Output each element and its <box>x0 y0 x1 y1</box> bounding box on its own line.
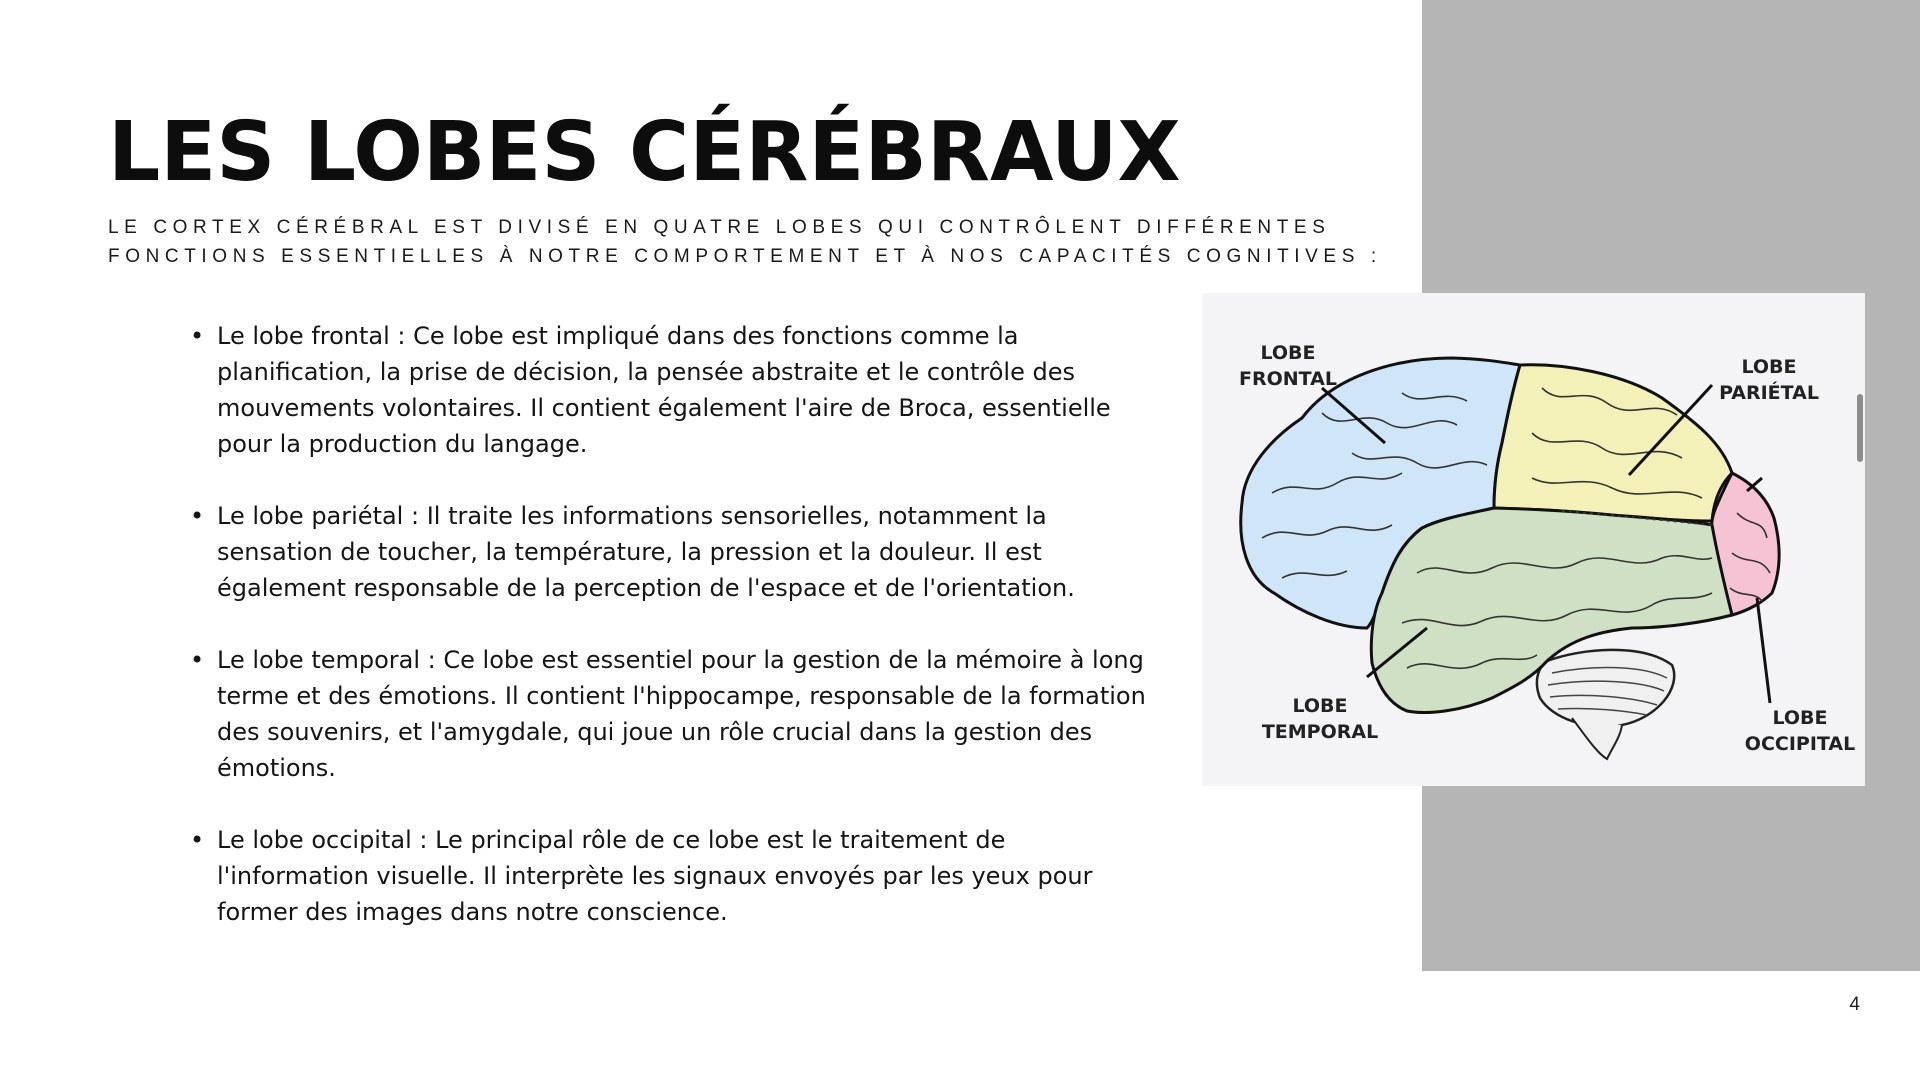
slide-subtitle <box>108 213 1408 271</box>
label-frontal-line2: FRONTAL <box>1239 368 1337 390</box>
brain-diagram-svg <box>1202 293 1865 786</box>
parietal-lobe-shape <box>1494 365 1732 521</box>
page-number: 4 <box>1849 994 1860 1015</box>
bullet-dot: • <box>190 646 205 674</box>
bullet-dot: • <box>190 322 205 350</box>
bullet-text: Le lobe pariétal : Il traite les informations sensorielles, notamment la sensation de toucher, la température, la pression et la douleur. Il est également responsable de la perception de l'espace et de l'orientation. <box>217 502 1075 602</box>
label-occipital-line1: LOBE <box>1772 707 1828 729</box>
slide-title: LES LOBES CÉRÉBRAUX <box>108 105 1181 200</box>
bullet-parietal <box>190 498 1150 606</box>
lobes-bullet-list <box>190 318 1150 966</box>
bullet-temporal <box>190 642 1150 786</box>
bullet-text: Le lobe frontal : Ce lobe est impliqué dans des fonctions comme la planification, la prise de décision, la pensée abstraite et le contrôle des mouvements volontaires. Il contient également l'aire de Broca, essentielle pour la production du langage. <box>217 322 1111 458</box>
bullet-dot: • <box>190 826 205 854</box>
subtitle-line-1: LE CORTEX CÉRÉBRAL EST DIVISÉ EN QUATRE LOBES QUI CONTRÔLENT DIFFÉRENTES <box>108 217 1331 238</box>
bullet-occipital <box>190 822 1150 930</box>
label-parietal-line2: PARIÉTAL <box>1719 382 1819 404</box>
label-occipital-line2: OCCIPITAL <box>1744 733 1856 755</box>
label-temporal-line2: TEMPORAL <box>1261 721 1379 743</box>
cerebellum-shape <box>1537 650 1674 759</box>
label-parietal-line1: LOBE <box>1741 356 1797 378</box>
label-frontal-line1: LOBE <box>1260 342 1316 364</box>
bullet-dot: • <box>190 502 205 530</box>
label-temporal-line1: LOBE <box>1292 695 1348 717</box>
subtitle-line-2: FONCTIONS ESSENTIELLES À NOTRE COMPORTEMENT ET À NOS CAPACITÉS COGNITIVES : <box>108 246 1382 267</box>
bullet-text: Le lobe occipital : Le principal rôle de ce lobe est le traitement de l'information visuelle. Il interprète les signaux envoyés par les yeux pour former des images dans notre conscience. <box>217 826 1093 926</box>
bullet-frontal <box>190 318 1150 462</box>
scrollbar-thumb[interactable] <box>1857 394 1863 462</box>
brain-diagram <box>1202 293 1865 786</box>
bullet-text: Le lobe temporal : Ce lobe est essentiel pour la gestion de la mémoire à long terme et des émotions. Il contient l'hippocampe, responsable de la formation des souvenirs, et l'amygdale, qui joue un rôle crucial dans la gestion des émotions. <box>217 646 1146 782</box>
